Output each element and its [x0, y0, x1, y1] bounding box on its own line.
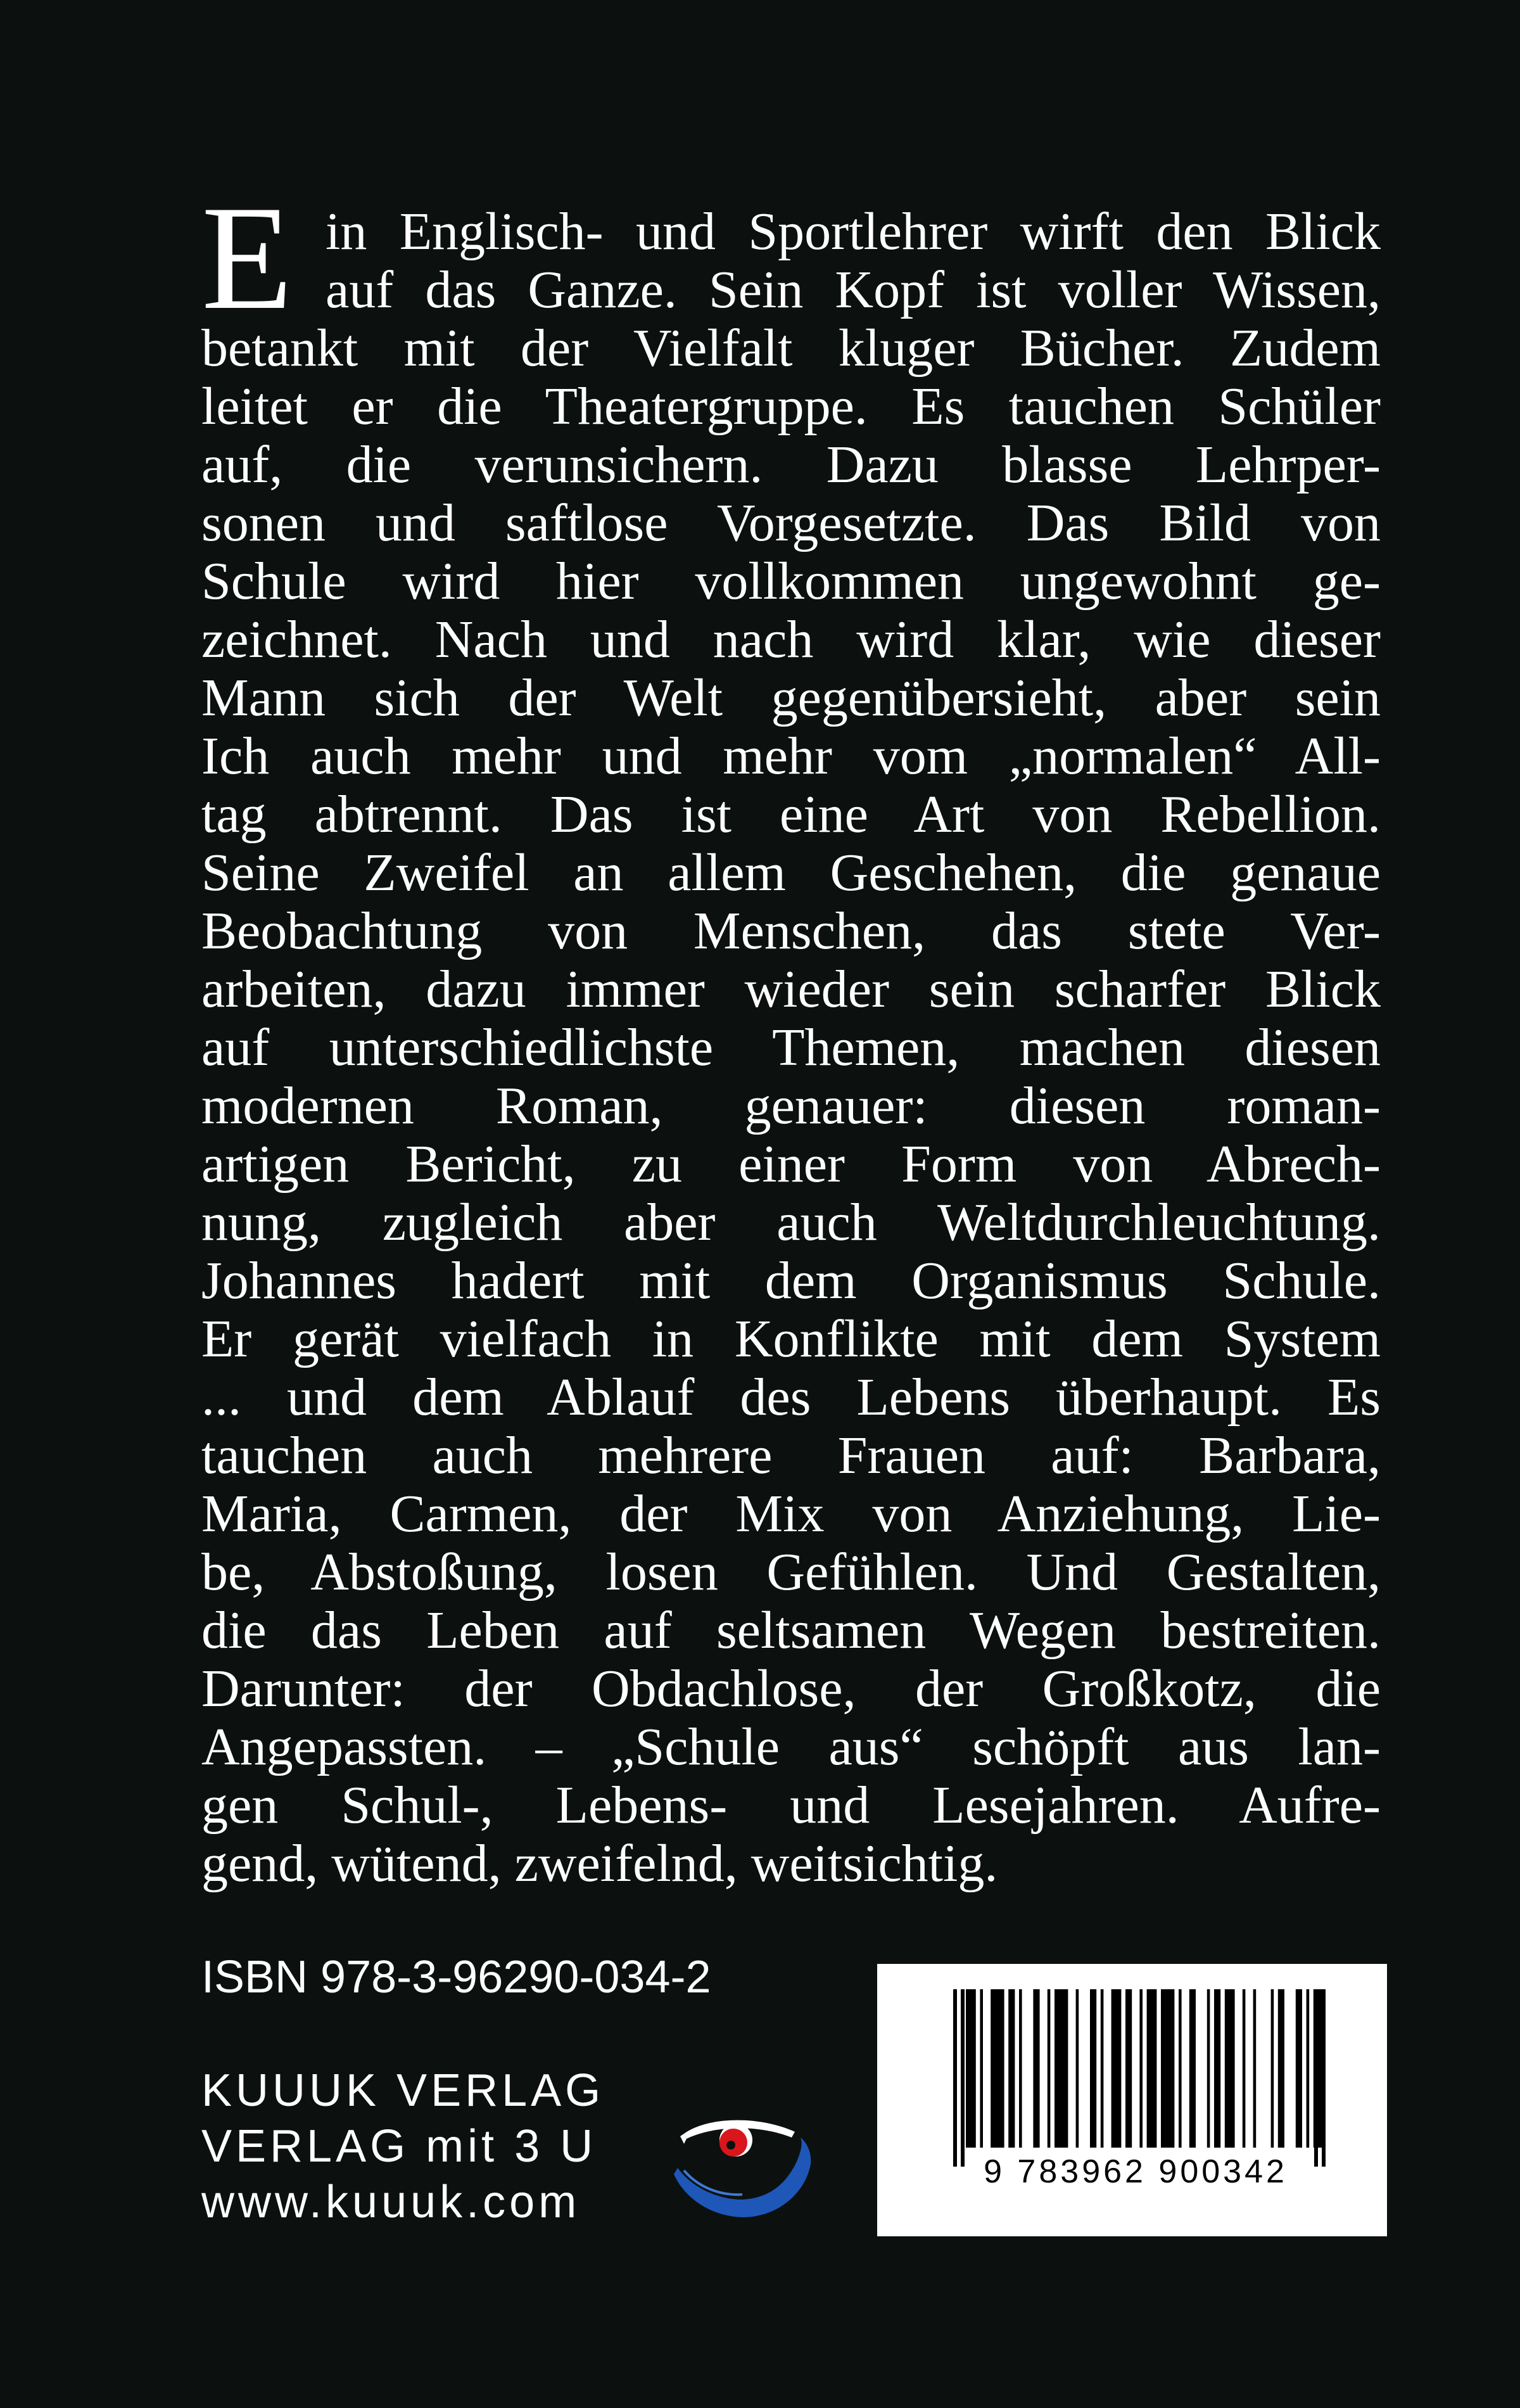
blurb-line: ... und dem Ablauf des Lebens überhaupt. Es — [201, 1368, 1381, 1427]
publisher-website[interactable]: www.kuuuk.com — [201, 2177, 581, 2227]
blurb-line: tag abtrennt. Das ist eine Art von Rebellion. — [201, 785, 1381, 844]
blurb-line: be, Abstoßung, losen Gefühlen. Und Gestalten, — [201, 1543, 1381, 1602]
publisher-name: KUUUK VERLAG — [201, 2065, 605, 2116]
blurb-line: in Englisch- und Sportlehrer wirft den Blick — [326, 202, 1381, 261]
blurb-line: Angepassten. – „Schule aus“ schöpft aus lan- — [201, 1717, 1381, 1776]
blurb-line: modernen Roman, genauer: diesen roman- — [201, 1076, 1381, 1135]
barcode-bar — [1189, 1989, 1196, 2148]
barcode-bar — [1019, 1989, 1022, 2148]
barcode-bar — [1112, 1989, 1122, 2148]
barcode-bar — [1253, 1989, 1257, 2148]
blurb-line: auf, die verunsichern. Dazu blasse Lehrper- — [201, 435, 1381, 494]
barcode-bar — [1271, 1989, 1274, 2148]
barcode-guard-bar — [1322, 1989, 1326, 2167]
blurb-line: Er gerät vielfach in Konflikte mit dem System — [201, 1309, 1381, 1368]
blurb-line: Darunter: der Obdachlose, der Großkotz, die — [201, 1659, 1381, 1718]
barcode-bar — [1161, 1989, 1174, 2148]
barcode-bar — [1125, 1989, 1132, 2148]
barcode-bar — [1054, 1989, 1068, 2148]
kuuuk-eye-logo-icon — [665, 2097, 823, 2236]
barcode-bar — [1008, 1989, 1015, 2148]
barcode — [877, 1964, 1387, 2236]
barcode-bar — [1296, 1989, 1302, 2148]
blurb-line: Seine Zweifel an allem Geschehen, die genaue — [201, 843, 1381, 902]
blurb-line: betankt mit der Vielfalt kluger Bücher. Zudem — [201, 319, 1381, 378]
barcode-bar — [966, 1989, 976, 2148]
blurb-line: die das Leben auf seltsamen Wegen bestreiten. — [201, 1601, 1381, 1660]
drop-cap: E — [201, 175, 293, 341]
barcode-guard-bar — [961, 1989, 965, 2167]
blurb-line: Johannes hadert mit dem Organismus Schule. — [201, 1251, 1381, 1310]
blurb-line: arbeiten, dazu immer wieder sein scharfer Blick — [201, 960, 1381, 1019]
barcode-guard-bar — [1314, 1989, 1318, 2167]
publisher-tagline: VERLAG mit 3 U — [201, 2121, 597, 2172]
blurb-line: gen Schul-, Lebens- und Lesejahren. Aufre- — [201, 1776, 1381, 1835]
barcode-bar — [1139, 1989, 1143, 2148]
barcode-bars — [877, 1964, 1387, 2236]
blurb-line: auf das Ganze. Sein Kopf ist voller Wissen, — [326, 260, 1381, 319]
blurb-line: auf unterschiedlichste Themen, machen diesen — [201, 1018, 1381, 1077]
barcode-bar — [1048, 1989, 1051, 2148]
blurb-line: Beobachtung von Menschen, das stete Ver- — [201, 901, 1381, 960]
isbn-number: ISBN 978-3-96290-034-2 — [201, 1952, 711, 2003]
blurb-line: zeichnet. Nach und nach wird klar, wie dieser — [201, 610, 1381, 669]
blurb-line: Mann sich der Welt gegenübersieht, aber sein — [201, 668, 1381, 727]
barcode-bar — [1147, 1989, 1157, 2148]
blurb-line: Ich auch mehr und mehr vom „normalen“ All- — [201, 727, 1381, 786]
blurb-line: artigen Bericht, zu einer Form von Abrech- — [201, 1135, 1381, 1194]
barcode-bar — [1033, 1989, 1039, 2148]
blurb-line: nung, zugleich aber auch Weltdurchleuchtung. — [201, 1193, 1381, 1252]
barcode-bar — [991, 1989, 1004, 2148]
barcode-bar — [1225, 1989, 1235, 2148]
blurb-text — [201, 175, 1381, 1901]
barcode-bar — [1207, 1989, 1210, 2148]
barcode-bar — [980, 1989, 983, 2148]
blurb-line: tauchen auch mehrere Frauen auf: Barbara, — [201, 1426, 1381, 1485]
barcode-bar — [1101, 1989, 1104, 2148]
barcode-bar — [1179, 1989, 1182, 2148]
blurb-line: Maria, Carmen, der Mix von Anziehung, Lie- — [201, 1484, 1381, 1543]
blurb-line: Schule wird hier vollkommen ungewohnt ge- — [201, 552, 1381, 611]
barcode-digits: 9 783962 900342 — [984, 2153, 1288, 2190]
barcode-bar — [1214, 1989, 1220, 2148]
barcode-guard-bar — [953, 1989, 957, 2167]
barcode-bar — [1243, 1989, 1246, 2148]
blurb-line-last: gend, wütend, zweifelnd, weitsichtig. — [201, 1834, 998, 1893]
barcode-bar — [1076, 1989, 1079, 2148]
barcode-bar — [1307, 1989, 1310, 2148]
logo-graphic — [665, 2097, 823, 2236]
blurb-line: leitet er die Theatergruppe. Es tauchen Schüler — [201, 377, 1381, 436]
blurb-line: sonen und saftlose Vorgesetzte. Das Bild von — [201, 494, 1381, 552]
barcode-bar — [1090, 1989, 1096, 2148]
barcode-bar — [1278, 1989, 1284, 2148]
